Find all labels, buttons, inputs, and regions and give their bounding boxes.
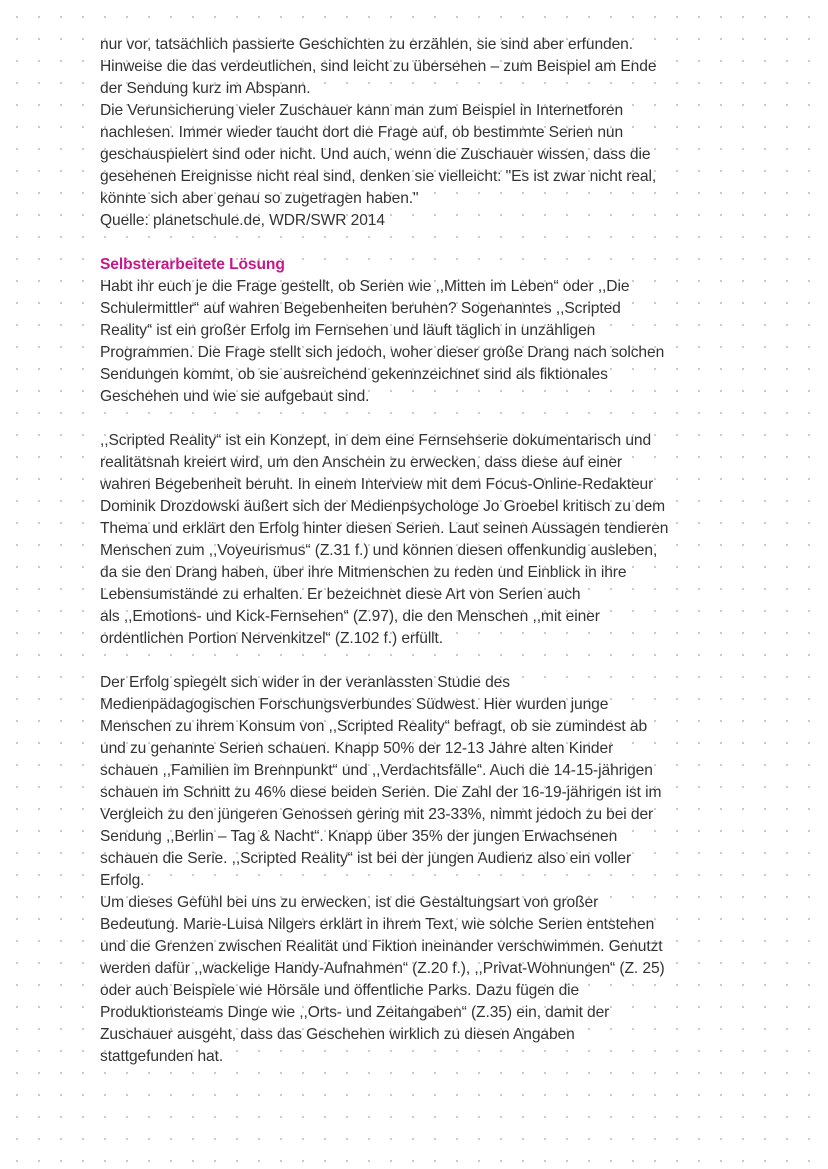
intro-paragraph xyxy=(100,34,740,232)
source-citation: Quelle: planetschule.de, WDR/SWR 2014 xyxy=(100,212,385,229)
text-line: könnte sich aber genau so zugetragen haben." xyxy=(100,190,419,207)
paragraph-2 xyxy=(100,430,740,650)
text-line: Hinweise die das verdeutlichen, sind leicht zu übersehen – zum Beispiel am Ende xyxy=(100,58,657,75)
text-line: Habt ihr euch je die Frage gestellt, ob Serien wie ,,Mitten im Leben“ oder ,,Die xyxy=(100,278,630,295)
text-line: stattgefunden hat. xyxy=(100,1048,224,1065)
text-line: Geschehen und wie sie aufgebaut sind. xyxy=(100,388,370,405)
paragraph-gap xyxy=(100,650,740,672)
text-line: Schulermittler“ auf wahren Begebenheiten beruhen? Sogenanntes ,,Scripted xyxy=(100,300,621,317)
section-heading: Selbsterarbeitete Lösung xyxy=(100,256,285,273)
text-line: Um dieses Gefühl bei uns zu erwecken, ist die Gestaltungsart von großer xyxy=(100,894,599,911)
text-line: Dominik Drozdowski äußert sich der Medienpsychologe Jo Groebel kritisch zu dem xyxy=(100,498,666,515)
text-line: nur vor, tatsächlich passierte Geschichten zu erzählen, sie sind aber erfunden. xyxy=(100,36,633,53)
text-line: Produktionsteams Dinge wie ,,Orts- und Zeitangaben“ (Z.35) ein, damit der xyxy=(100,1004,610,1021)
text-line: und die Grenzen zwischen Realität und Fiktion ineinander verschwimmen. Genutzt xyxy=(100,938,663,955)
text-line: Thema und erklärt den Erfolg hinter diesen Serien. Laut seinen Aussagen tendieren xyxy=(100,520,669,537)
text-line: Bedeutung. Marie-Luisa Nilgers erklärt in ihrem Text, wie solche Serien entstehen xyxy=(100,916,655,933)
text-line: da sie den Drang haben, über ihre Mitmenschen zu reden und Einblick in ihre xyxy=(100,564,627,581)
text-line: wahren Begebenheit beruht. In einem Interview mit dem Focus-Online-Redakteur xyxy=(100,476,654,493)
text-line: Programmen. Die Frage stellt sich jedoch, woher dieser große Drang nach solchen xyxy=(100,344,665,361)
text-line: Die Verunsicherung vieler Zuschauer kann man zum Beispiel in Internetforen xyxy=(100,102,624,119)
text-line: Menschen zum ,,Voyeurismus“ (Z.31 f.) und können diesen offenkundig ausleben, xyxy=(100,542,658,559)
text-line: schauen die Serie. ,,Scripted Reality“ ist bei der jungen Audienz also ein voller xyxy=(100,850,632,867)
text-line: Vergleich zu den jüngeren Genossen gering mit 23-33%, nimmt jedoch zu bei der xyxy=(100,806,654,823)
paragraph-3 xyxy=(100,672,740,1068)
text-line: nachlesen. Immer wieder taucht dort die Frage auf, ob bestimmte Serien nun xyxy=(100,124,624,141)
text-line: oder auch Beispiele wie Hörsäle und öffentliche Parks. Dazu fügen die xyxy=(100,982,580,999)
paragraph-gap xyxy=(100,408,740,430)
text-line: und zu genannte Serien schauen. Knapp 50% der 12-13 Jahre alten Kinder xyxy=(100,740,614,757)
text-line: schauen ,,Familien im Brennpunkt“ und ,,Verdachtsfälle“. Auch die 14-15-jährigen xyxy=(100,762,653,779)
text-line: der Sendung kurz im Abspann. xyxy=(100,80,311,97)
paragraph-gap xyxy=(100,232,740,254)
text-line: ,,Scripted Reality“ ist ein Konzept, in dem eine Fernsehserie dokumentarisch und xyxy=(100,432,652,449)
text-line: Der Erfolg spiegelt sich wider in der veranlassten Studie des xyxy=(100,674,510,691)
text-line: realitätsnah kreiert wird, um den Anschein zu erwecken, dass diese auf einer xyxy=(100,454,623,471)
text-line: Sendung ,,Berlin – Tag & Nacht“. Knapp über 35% der jungen Erwachsenen xyxy=(100,828,618,845)
document-page xyxy=(100,34,740,1068)
text-line: Menschen zu ihrem Konsum von ,,Scripted Reality“ befragt, ob sie zumindest ab xyxy=(100,718,648,735)
text-line: Reality“ ist ein großer Erfolg im Fernsehen und läuft täglich in unzähligen xyxy=(100,322,596,339)
text-line: geschauspielert sind oder nicht. Und auch, wenn die Zuschauer wissen, dass die xyxy=(100,146,651,163)
text-line: gesehenen Ereignisse nicht real sind, denken sie vielleicht: "Es ist zwar nicht real, xyxy=(100,168,657,185)
text-line: Medienpädagogischen Forschungsverbundes Südwest. Hier wurden junge xyxy=(100,696,609,713)
text-line: schauen im Schnitt zu 46% diese beiden Serien. Die Zahl der 16-19-jährigen ist im xyxy=(100,784,662,801)
text-line: Zuschauer ausgeht, dass das Geschehen wirklich zu diesen Angaben xyxy=(100,1026,575,1043)
text-line: als ,,Emotions- und Kick-Fernsehen“ (Z.97), die den Menschen ,,mit einer xyxy=(100,608,600,625)
paragraph-1 xyxy=(100,276,740,408)
text-line: ordentlichen Portion Nervenkitzel“ (Z.102 f.) erfüllt. xyxy=(100,630,444,647)
text-line: Erfolg. xyxy=(100,872,145,889)
text-line: Lebensumstände zu erhalten. Er bezeichnet diese Art von Serien auch xyxy=(100,586,581,603)
text-line: Sendungen kommt, ob sie ausreichend gekennzeichnet sind als fiktionales xyxy=(100,366,608,383)
text-line: werden dafür ,,wackelige Handy-Aufnahmen“ (Z.20 f.), ,,Privat-Wohnungen“ (Z. 25) xyxy=(100,960,665,977)
